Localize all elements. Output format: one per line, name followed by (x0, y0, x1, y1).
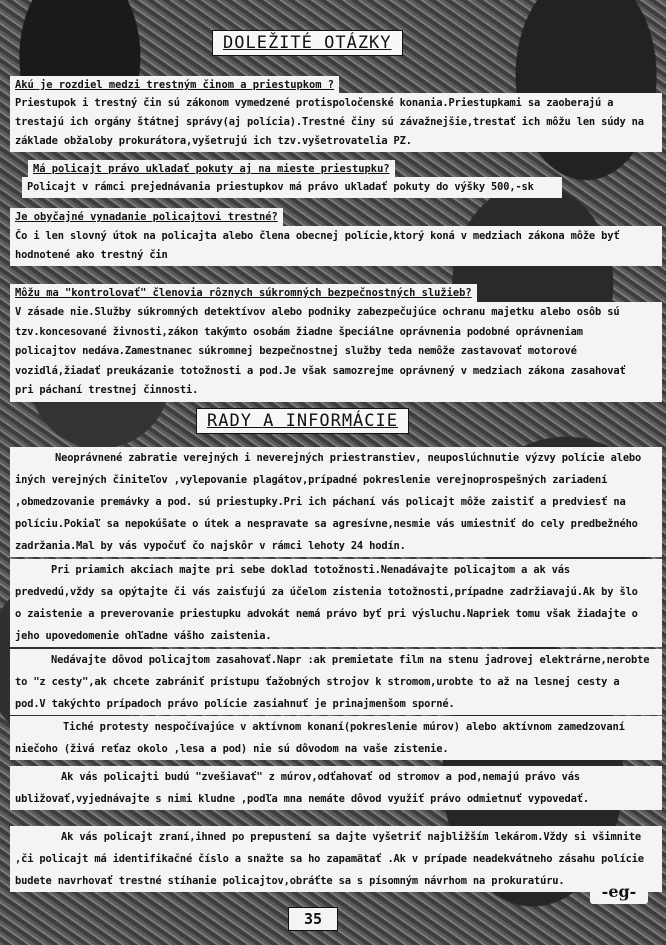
advice-paragraph-5 (10, 766, 662, 810)
advice-6-line-1: Ak vás policajt zraní,ihned po prepustení sa dajte vyšetriť najbližším lekárom.Vždy si všimnite (61, 831, 642, 843)
answer-4 (10, 302, 662, 402)
advice-paragraph-3 (10, 649, 662, 715)
answer-3-line-1: Čo i len slovný útok na policajta alebo člena obecnej polície,ktorý koná v medziach zákona môže byť (15, 230, 620, 242)
advice-2-line-3: o zaistenie a preverovanie priestupku advokát nemá právo byť pri výsluchu.Napriek tomu však žiadajte o (15, 608, 638, 620)
advice-5-line-2: ubližovať,vyjednávajte s nimi kludne ,podľa mna nemáte dôvod využiť právo odmietnuť vypovedať. (15, 793, 589, 805)
question-2: Má policajt právo ukladať pokuty aj na mieste priestupku? (28, 160, 395, 178)
author-signature: -eg- (590, 880, 648, 904)
advice-3-line-2: to "z cesty",ak chcete zabrániť prístupu ťažobných strojov k stromom,urobte to až na lesnej cesty a (15, 676, 620, 688)
advice-2-line-4: jeho upovedomenie ohľadne vášho zaistenia. (15, 630, 272, 642)
answer-2 (22, 177, 562, 198)
advice-5-line-1: Ak vás policajti budú "zvešiavať" z múrov,odťahovať od stromov a pod,nemajú právo vás (61, 771, 580, 783)
section-title-important-questions: DOLEŽITÉ OTÁZKY (212, 30, 403, 56)
answer-3 (10, 226, 662, 266)
advice-1-line-5: zadržania.Mal by vás vypočuť čo najskôr v rámci lehoty 24 hodín. (15, 540, 406, 552)
question-3: Je obyčajné vynadanie policajtovi trestné? (10, 208, 283, 226)
answer-1-line-3: základe obžaloby prokurátora,vyšetrujú ich tzv.vyšetrovatelia PZ. (15, 135, 412, 147)
answer-1 (10, 93, 662, 152)
advice-4-line-2: niečoho (živá reťaz okolo ,lesa a pod) nie sú dôvodom na vaše zistenie. (15, 743, 449, 755)
answer-4-line-2: tzv.koncesované živnosti,zákon takýmto osobám žiadne špeciálne oprávnenia podobné oprávneniam (15, 325, 583, 338)
section-title-advice-and-information: RADY A INFORMÁCIE (196, 408, 409, 434)
advice-1-line-2: iných verejných činiteľov ,vylepovanie plagátov,prípadné pokreslenie verejnoprospešných zariadení (15, 474, 608, 486)
answer-4-line-3: policajtov nedáva.Zamestnanec súkromnej bezpečnostnej služby teda nemôže zastavovať motorové (15, 345, 577, 357)
advice-6-line-3: budete navrhovať trestné stíhanie policajtov,obráťte sa s písomným návrhom na prokuratúru. (15, 875, 565, 887)
advice-1-line-3: ,obmedzovanie premávky a pod. sú priestupky.Pri ich páchaní vás policajt môže zaistiť a predviesť na (15, 496, 626, 508)
question-1: Akú je rozdiel medzi trestným činom a priestupkom ? (10, 76, 339, 94)
advice-2-line-1: Pri priamich akciach majte pri sebe doklad totožnosti.Nenadávajte policajtom a ak vás (51, 564, 570, 576)
answer-3-line-2: hodnotené ako trestný čin (15, 249, 168, 261)
page-number: 35 (288, 907, 338, 931)
answer-4-line-1: V zásade nie.Služby súkromných detektívov alebo podniky zabezpečujúce ochranu majetku alebo osôb sú (15, 306, 620, 318)
advice-1-line-1: Neoprávnené zabratie verejných i neverejných priestranstiev, neuposlúchnutie výzvy polície alebo (55, 452, 642, 464)
advice-4-line-1: Tiché protesty nespočívajúce v aktívnom konaní(pokreslenie múrov) alebo aktívnom zamedzovaní (63, 721, 625, 733)
advice-paragraph-1 (10, 447, 662, 557)
advice-6-line-2: ,či policajt má identifikačné číslo a snažte sa ho zapamätať .Ak v prípade neadekvátneho zásahu polície (15, 853, 644, 865)
advice-1-line-4: políciu.Pokiaľ sa nepokúšate o útek a nespravate sa agresívne,nesmie vás umiestniť do cely predbežného (15, 518, 638, 530)
question-4: Môžu ma "kontrolovať" členovia rôznych súkromných bezpečnostných služieb? (10, 284, 477, 302)
advice-paragraph-2 (10, 559, 662, 647)
answer-1-line-2: trestajú ich orgány štátnej správy(aj polícia).Trestné činy sú závažnejšie,trestať ich môžu len súdy na (15, 116, 644, 128)
answer-2-line-1: Policajt v rámci prejednávania priestupkov má právo ukladať pokuty do výšky 500,-sk (27, 181, 534, 193)
advice-paragraph-6 (10, 826, 662, 892)
advice-3-line-3: pod.V takýchto prípadoch právo polície zasiahnuť je prinajmenšom sporné. (15, 698, 455, 710)
answer-4-line-5: pri páchaní trestnej činnosti. (15, 384, 199, 396)
advice-paragraph-4 (10, 716, 662, 760)
advice-2-line-2: predvedú,vždy sa opýtajte či vás zaisťujú za účelom zistenia totožnosti,prípadne zadržiavajú.Ak by šlo (15, 586, 638, 598)
advice-3-line-1: Nedávajte dôvod policajtom zasahovať.Napr :ak premietate film na stenu jadrovej elektrárne,nerobte (51, 654, 650, 666)
answer-1-line-1: Priestupok i trestný čin sú zákonom vymedzené protispoločenské konania.Priestupkami sa zaoberajú a (15, 97, 614, 109)
answer-4-line-4: vozidlá,žiadať preukázanie totožnosti a pod.Je však samozrejme oprávnený v medziach zákona zasahovať (15, 364, 626, 377)
